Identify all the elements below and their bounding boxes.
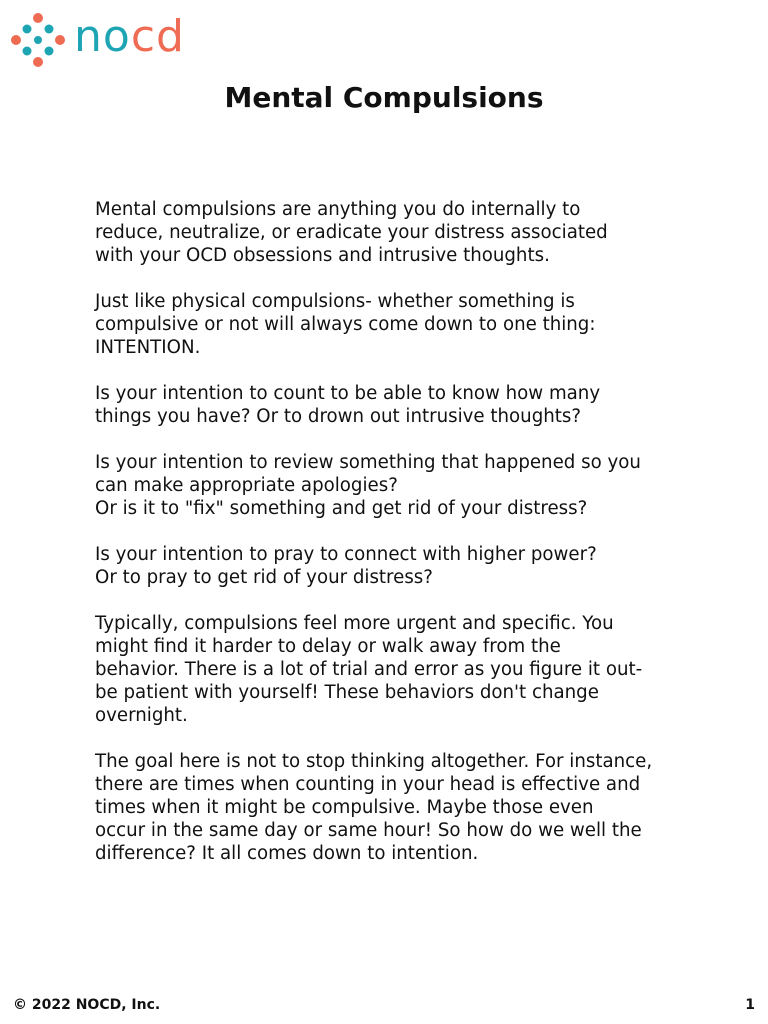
text-line: might find it harder to delay or walk away from the xyxy=(95,636,561,657)
page-title: Mental Compulsions xyxy=(224,81,544,114)
text-line: Is your intention to pray to connect with higher power? xyxy=(95,544,597,565)
text-line: things you have? Or to drown out intrusive thoughts? xyxy=(95,406,582,427)
text-line: Is your intention to review something that happened so you xyxy=(95,452,641,473)
paragraph xyxy=(95,451,715,520)
text-line: there are times when counting in your head is effective and xyxy=(95,774,641,795)
logo-wordmark-part2: cd xyxy=(130,11,185,62)
paragraph xyxy=(95,198,715,267)
text-line: with your OCD obsessions and intrusive thoughts. xyxy=(95,245,550,266)
text-line: Just like physical compulsions- whether something is xyxy=(95,291,575,312)
paragraph xyxy=(95,543,715,589)
text-line: INTENTION. xyxy=(95,337,201,358)
text-line: Is your intention to count to be able to know how many xyxy=(95,383,601,404)
paragraph xyxy=(95,382,715,428)
text-line: occur in the same day or same hour! So how do we well the xyxy=(95,820,642,841)
text-line: times when it might be compulsive. Maybe those even xyxy=(95,797,594,818)
text-line: difference? It all comes down to intention. xyxy=(95,843,479,864)
page-number: 1 xyxy=(745,997,755,1013)
paragraph xyxy=(95,750,715,865)
text-line: reduce, neutralize, or eradicate your distress associated xyxy=(95,222,608,243)
text-line: The goal here is not to stop thinking altogether. For instance, xyxy=(95,751,653,772)
logo-wordmark-part1: no xyxy=(74,11,131,62)
footer-copyright: © 2022 NOCD, Inc. xyxy=(13,997,161,1013)
text-line: can make appropriate apologies? xyxy=(95,475,398,496)
text-line: compulsive or not will always come down to one thing: xyxy=(95,314,596,335)
paragraph xyxy=(95,612,715,727)
nocd-logo xyxy=(10,12,185,68)
text-line: be patient with yourself! These behaviors don't change xyxy=(95,682,599,703)
text-line: behavior. There is a lot of trial and error as you figure it out- xyxy=(95,659,643,680)
paragraph xyxy=(95,290,715,359)
dot-cross-logo-icon xyxy=(10,12,66,68)
logo-wordmark xyxy=(74,11,185,62)
document-body xyxy=(95,198,715,888)
text-line: Or to pray to get rid of your distress? xyxy=(95,567,433,588)
text-line: overnight. xyxy=(95,705,188,726)
text-line: Mental compulsions are anything you do internally to xyxy=(95,199,581,220)
text-line: Or is it to "fix" something and get rid of your distress? xyxy=(95,498,588,519)
text-line: Typically, compulsions feel more urgent and specific. You xyxy=(95,613,614,634)
